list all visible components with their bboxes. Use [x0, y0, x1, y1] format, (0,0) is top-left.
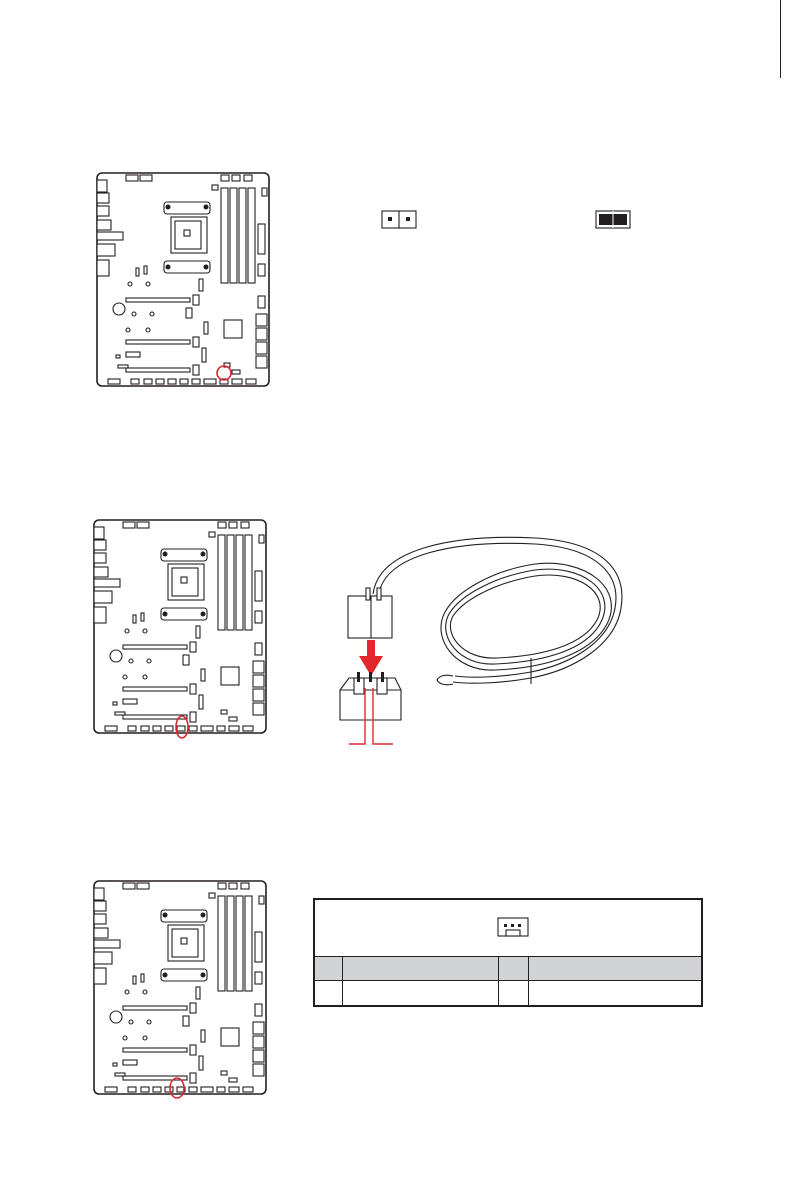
pin-table-column-headers — [315, 956, 701, 981]
motherboard-diagram-1 — [96, 172, 272, 390]
three-pin-connector-icon — [497, 917, 529, 939]
col-header-signal-a — [343, 957, 499, 980]
pin-table-header-area — [315, 900, 701, 956]
jumper-closed-icon — [595, 210, 633, 230]
col-header-pin-a — [315, 957, 343, 980]
motherboard-diagram-3 — [93, 880, 269, 1098]
jumper-open-icon — [381, 210, 419, 230]
page-edge-line — [780, 0, 781, 78]
motherboard-diagram-2 — [93, 519, 269, 737]
thermistor-cable-illustration — [335, 528, 635, 746]
cell-signal-a — [343, 981, 499, 1006]
cell-pin-b — [499, 981, 529, 1006]
cell-pin-a — [315, 981, 343, 1006]
col-header-signal-b — [529, 957, 701, 980]
pin-definition-table — [313, 898, 703, 1007]
table-row — [315, 981, 701, 1006]
col-header-pin-b — [499, 957, 529, 980]
cell-signal-b — [529, 981, 701, 1006]
